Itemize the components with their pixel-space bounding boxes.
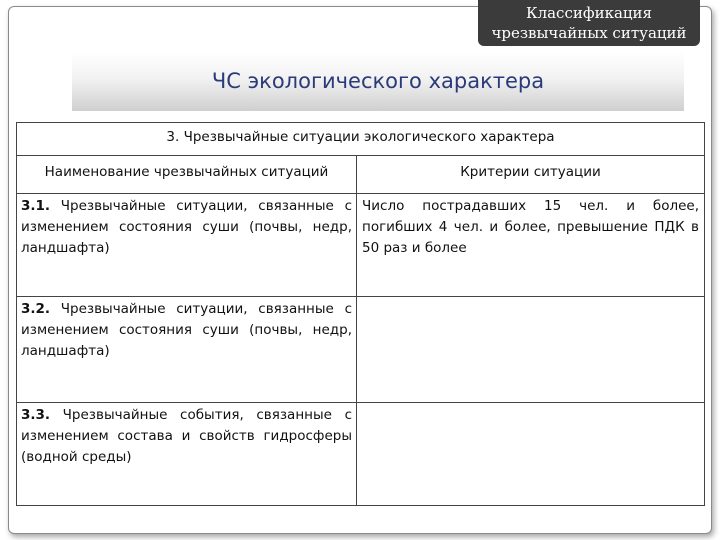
table-title-text: 3. Чрезвычайные ситуации экологического характера — [166, 129, 555, 145]
situation-criteria-cell: Число пострадавших 15 чел. и более, погибших 4 чел. и более, превышение ПДК в 50 раз и более — [357, 194, 705, 297]
situation-name-cell — [17, 194, 357, 297]
section-badge — [478, 0, 700, 46]
column-header-name: Наименование чрезвычайных ситуаций — [17, 156, 357, 194]
situation-criteria-cell — [357, 403, 705, 506]
situation-number: 3.2. — [21, 301, 51, 317]
slide-heading: ЧС экологического характера — [72, 52, 684, 111]
situation-name: Чрезвычайные события, связанные с изменением состава и свойств гидросферы (водной среды) — [21, 407, 352, 465]
situation-number: 3.3. — [21, 407, 51, 423]
situation-criteria-cell — [357, 297, 705, 403]
situation-name-cell — [17, 297, 357, 403]
badge-line-2: чрезвычайных ситуаций — [491, 24, 687, 42]
situation-name: Чрезвычайные ситуации, связанные с изменением состояния суши (почвы, недр, ландшафта) — [21, 301, 352, 359]
badge-line-1: Классификация — [525, 4, 653, 22]
emergency-classification-table — [16, 122, 705, 506]
situation-name-cell — [17, 403, 357, 506]
column-header-criteria: Критерии ситуации — [357, 156, 705, 194]
table-title — [17, 123, 705, 156]
situation-number: 3.1. — [21, 198, 51, 214]
table-row — [17, 297, 705, 403]
situation-name: Чрезвычайные ситуации, связанные с изменением состояния суши (почвы, недр, ландшафта) — [21, 198, 352, 256]
table-row — [17, 194, 705, 297]
table-row — [17, 403, 705, 506]
